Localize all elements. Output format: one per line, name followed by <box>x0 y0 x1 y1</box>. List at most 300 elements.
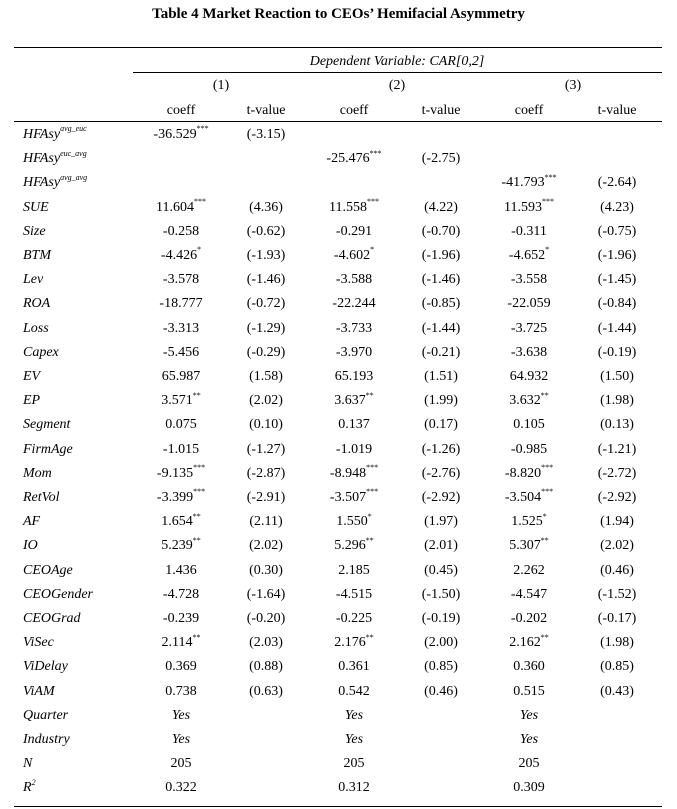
cell-value: -5.456 <box>162 344 200 360</box>
row-label-text: ViAM <box>23 683 55 699</box>
tvalue-cell <box>247 297 286 311</box>
cell-value: Yes <box>519 732 539 747</box>
tvalue-cell <box>424 636 458 650</box>
significance-stars: ** <box>540 632 549 642</box>
row-label <box>23 346 59 360</box>
cell-value: 0.542 <box>338 683 370 699</box>
col-header-tvalue: t-value <box>597 103 637 118</box>
row-label <box>23 777 36 796</box>
cell-value: -22.244 <box>332 296 376 312</box>
row-label-superscript: euc_avg <box>60 148 87 158</box>
row-label <box>23 148 87 167</box>
cell-value: (-1.45) <box>597 272 637 288</box>
row-label <box>23 733 70 747</box>
coeff-cell <box>163 273 199 287</box>
cell-value: (2.02) <box>600 538 634 554</box>
significance-stars: *** <box>544 172 557 182</box>
cell-value: 65.987 <box>161 369 201 384</box>
coeff-cell <box>508 245 550 263</box>
coeff-cell <box>160 245 202 263</box>
cell-value: 5.296 <box>334 538 366 554</box>
coeff-cell <box>520 709 538 723</box>
cell-value: 11.593 <box>504 199 542 215</box>
coeff-cell <box>165 418 197 432</box>
tvalue-cell <box>598 346 637 360</box>
cell-value: (2.02) <box>249 393 283 409</box>
coeff-cell <box>338 660 370 674</box>
cell-value: (-1.96) <box>421 248 461 263</box>
tvalue-cell <box>598 467 637 481</box>
tvalue-cell <box>600 685 634 699</box>
coeff-cell <box>336 443 372 457</box>
row-label-text: RetVol <box>23 490 60 505</box>
cell-value: 1.550 <box>336 514 368 530</box>
tvalue-cell <box>249 539 283 553</box>
coeff-cell <box>165 781 197 795</box>
cell-value: -41.793 <box>501 175 545 191</box>
tvalue-cell <box>424 515 458 529</box>
cell-value: -0.202 <box>510 611 548 626</box>
coeff-cell <box>513 564 545 578</box>
cell-value: (-0.75) <box>597 223 637 239</box>
tvalue-cell <box>598 612 637 626</box>
row-label-superscript: avg_avg <box>60 172 88 182</box>
row-label-text: Lev <box>23 272 44 288</box>
cell-value: 0.361 <box>338 659 370 675</box>
coeff-cell <box>345 733 363 747</box>
coeff-cell <box>156 463 206 481</box>
col-header-tvalue: t-value <box>246 103 286 118</box>
coeff-cell <box>165 564 197 578</box>
coeff-cell <box>165 685 197 699</box>
cell-value: -3.399 <box>156 490 194 505</box>
cell-value: (4.36) <box>249 199 283 215</box>
tvalue-cell <box>247 467 286 481</box>
cell-value: 2.114 <box>161 635 193 651</box>
cell-value: (0.85) <box>600 659 634 675</box>
tvalue-cell <box>600 201 634 215</box>
cell-value: -36.529 <box>153 127 197 142</box>
cell-value: (-0.85) <box>421 296 461 312</box>
model-header-2: (2) <box>388 78 406 93</box>
row-label-text: EP <box>23 393 41 409</box>
cell-value: 2.176 <box>334 635 366 651</box>
coeff-cell <box>513 685 545 699</box>
row-label-text: ViSec <box>23 635 54 651</box>
cell-value: (2.02) <box>249 538 283 554</box>
coeff-cell <box>333 245 375 263</box>
coeff-cell <box>156 196 206 215</box>
cell-value: (0.10) <box>249 417 283 433</box>
cell-value: (4.22) <box>424 199 458 215</box>
cell-value: -4.602 <box>333 248 371 263</box>
cell-value: (1.51) <box>424 369 458 384</box>
coeff-cell <box>336 511 372 530</box>
cell-value: (2.00) <box>424 635 458 651</box>
cell-value: (-1.29) <box>246 320 286 336</box>
tvalue-cell <box>247 128 286 142</box>
tvalue-cell <box>247 322 286 336</box>
cell-value: 0.312 <box>338 780 370 796</box>
tvalue-cell <box>598 176 637 190</box>
tvalue-cell <box>247 491 286 505</box>
tvalue-cell <box>249 201 283 215</box>
coeff-cell <box>507 297 550 311</box>
cell-value: (-0.29) <box>246 344 286 360</box>
coeff-cell <box>336 322 372 336</box>
cell-value: -0.258 <box>162 223 200 239</box>
row-label <box>23 394 40 408</box>
tvalue-cell <box>600 636 634 650</box>
tvalue-cell <box>424 394 458 408</box>
significance-stars: ** <box>192 511 201 521</box>
cell-value: -22.059 <box>507 296 551 312</box>
coeff-cell <box>153 124 209 142</box>
coeff-cell <box>329 463 379 481</box>
model-header-1: (1) <box>212 78 230 93</box>
tvalue-cell <box>600 660 634 674</box>
cell-value: -3.588 <box>335 272 373 288</box>
coeff-cell <box>163 225 199 239</box>
top-rule <box>14 47 662 48</box>
tvalue-cell <box>598 443 637 457</box>
cell-value: (0.30) <box>249 562 283 578</box>
cell-value: (1.97) <box>424 514 458 530</box>
row-label-text: N <box>23 756 33 772</box>
significance-stars: *** <box>366 196 379 206</box>
tvalue-cell <box>600 564 634 578</box>
row-label <box>23 443 73 457</box>
cell-value: Yes <box>171 732 191 747</box>
cell-value: (-2.92) <box>421 490 461 505</box>
cell-value: 3.637 <box>334 393 366 409</box>
coeff-cell <box>511 273 547 287</box>
cell-value: (-1.52) <box>597 586 637 602</box>
coeff-cell <box>511 322 547 336</box>
cell-value: (-3.15) <box>246 127 286 142</box>
tvalue-cell <box>422 612 461 626</box>
row-label <box>23 515 40 529</box>
row-label-text: R <box>23 780 32 796</box>
cell-value: (-1.50) <box>421 586 461 602</box>
coeff-cell <box>511 612 547 626</box>
cell-value: -3.578 <box>162 272 200 288</box>
cell-value: (-0.62) <box>246 223 286 239</box>
tvalue-cell <box>600 418 634 432</box>
cell-value: -0.311 <box>511 223 547 239</box>
tvalue-cell <box>422 467 461 481</box>
cell-value: -4.515 <box>335 586 373 602</box>
cell-value: (-1.44) <box>421 320 461 336</box>
cell-value: 3.571 <box>161 393 193 409</box>
cell-value: (0.88) <box>249 659 283 675</box>
row-label <box>23 636 54 650</box>
cell-value: (2.03) <box>249 635 283 651</box>
row-label <box>23 201 49 215</box>
cell-value: (-1.44) <box>597 320 637 336</box>
row-label <box>23 124 87 142</box>
coeff-cell <box>336 588 372 602</box>
row-label-text: Capex <box>23 344 59 360</box>
cell-value: (-0.84) <box>597 296 637 312</box>
tvalue-cell <box>598 322 637 336</box>
cell-value: -3.507 <box>329 490 367 505</box>
tvalue-cell <box>247 273 286 287</box>
coeff-cell <box>159 297 202 311</box>
coeff-cell <box>161 511 201 530</box>
cell-value: 0.369 <box>165 659 197 675</box>
row-label-superscript: 2 <box>31 777 36 787</box>
cell-value: (2.01) <box>424 538 458 554</box>
cell-value: -8.820 <box>504 465 542 481</box>
tvalue-cell <box>424 539 458 553</box>
cell-value: -0.291 <box>335 223 373 239</box>
coeff-cell <box>511 588 547 602</box>
row-label <box>23 172 88 191</box>
coeff-cell <box>509 535 549 554</box>
cell-value: (-1.26) <box>421 441 461 457</box>
cell-value: 5.239 <box>161 538 193 554</box>
significance-stars: * <box>370 245 375 255</box>
cell-value: (1.58) <box>249 369 283 384</box>
coeff-cell <box>336 273 372 287</box>
cell-value: (-1.46) <box>421 272 461 288</box>
cell-value: (1.98) <box>600 393 634 409</box>
row-label-superscript: avg_euc <box>60 124 87 134</box>
row-label <box>23 685 55 699</box>
row-label <box>23 297 50 311</box>
tvalue-cell <box>424 564 458 578</box>
row-label <box>23 491 60 505</box>
cell-value: 0.309 <box>513 780 545 796</box>
cell-value: -4.547 <box>510 586 548 602</box>
row-label <box>23 588 93 602</box>
cell-value: (-0.20) <box>246 611 286 626</box>
tvalue-cell <box>598 273 637 287</box>
cell-value: -1.019 <box>335 441 373 457</box>
cell-value: (-2.72) <box>597 465 637 481</box>
tvalue-cell <box>422 322 461 336</box>
cell-value: (-0.19) <box>421 611 461 626</box>
row-label-text: SUE <box>23 199 49 215</box>
row-label <box>23 370 40 384</box>
cell-value: 11.604 <box>156 199 194 215</box>
row-label <box>23 225 46 239</box>
coeff-cell <box>172 709 190 723</box>
cell-value: (1.99) <box>424 393 458 409</box>
significance-stars: ** <box>365 632 374 642</box>
row-label <box>23 660 68 674</box>
row-label-text: Loss <box>23 320 49 336</box>
coeff-cell <box>163 612 199 626</box>
coeff-cell <box>336 225 372 239</box>
significance-stars: ** <box>540 535 549 545</box>
coeff-cell <box>513 660 545 674</box>
significance-stars: ** <box>365 535 374 545</box>
cell-value: 64.932 <box>509 369 549 384</box>
coeff-cell <box>513 781 545 795</box>
coeff-cell <box>326 148 382 167</box>
tvalue-cell <box>247 249 286 263</box>
coeff-cell <box>161 632 201 651</box>
significance-stars: *** <box>193 196 206 206</box>
cell-value: -3.558 <box>510 272 548 288</box>
tvalue-cell <box>600 515 634 529</box>
cell-value: (-1.64) <box>246 586 286 602</box>
cell-value: 0.360 <box>513 659 545 675</box>
cell-value: -1.015 <box>162 441 200 457</box>
coeff-cell <box>336 612 372 626</box>
tvalue-cell <box>424 370 458 384</box>
coeff-cell <box>161 535 201 554</box>
row-label-text: HFAsy <box>23 175 61 191</box>
row-label-text: BTM <box>23 248 51 263</box>
row-label <box>23 757 32 771</box>
cell-value: (0.45) <box>424 562 458 578</box>
significance-stars: ** <box>192 632 201 642</box>
cell-value: 3.632 <box>509 393 541 409</box>
cell-value: 205 <box>518 756 540 772</box>
significance-stars: * <box>197 245 202 255</box>
tvalue-cell <box>422 273 461 287</box>
row-label <box>23 539 38 553</box>
significance-stars: ** <box>192 535 201 545</box>
row-label-text: IO <box>23 538 38 554</box>
tvalue-cell <box>422 249 461 263</box>
tvalue-cell <box>249 564 283 578</box>
cell-value: Yes <box>171 707 191 723</box>
coeff-cell <box>520 733 538 747</box>
model-header-3: (3) <box>564 78 582 93</box>
cell-value: (0.43) <box>600 683 634 699</box>
coeff-cell <box>338 685 370 699</box>
cell-value: 1.525 <box>511 514 543 530</box>
cell-value: (-2.92) <box>597 490 637 505</box>
header-rule <box>14 121 662 122</box>
coeff-cell <box>338 564 370 578</box>
significance-stars: *** <box>541 196 554 206</box>
tvalue-cell <box>247 346 286 360</box>
coeff-cell <box>163 322 199 336</box>
cell-value: 0.137 <box>338 417 370 433</box>
tvalue-cell <box>247 612 286 626</box>
cell-value: (-0.72) <box>246 296 286 312</box>
dv-rule <box>133 72 662 73</box>
coeff-cell <box>511 443 547 457</box>
tvalue-cell <box>424 685 458 699</box>
cell-value: (0.13) <box>600 417 634 433</box>
cell-value: 0.075 <box>165 417 197 433</box>
coeff-cell <box>511 346 547 360</box>
significance-stars: *** <box>366 487 379 497</box>
tvalue-cell <box>249 515 282 529</box>
cell-value: 0.322 <box>165 780 197 796</box>
tvalue-cell <box>249 685 283 699</box>
row-label <box>23 709 68 723</box>
significance-stars: * <box>545 245 550 255</box>
cell-value: (1.98) <box>600 635 634 651</box>
tvalue-cell <box>422 152 461 166</box>
cell-value: (-0.21) <box>421 344 461 360</box>
tvalue-cell <box>598 491 637 505</box>
coeff-cell <box>509 632 549 651</box>
coeff-cell <box>338 781 370 795</box>
cell-value: Yes <box>344 732 364 747</box>
significance-stars: ** <box>192 390 201 400</box>
cell-value: -18.777 <box>159 296 203 312</box>
coeff-cell <box>171 757 192 771</box>
row-label-text: HFAsy <box>23 151 61 167</box>
row-label-text: ViDelay <box>23 659 68 675</box>
tvalue-cell <box>598 297 637 311</box>
significance-stars: *** <box>193 463 206 473</box>
cell-value: 11.558 <box>329 199 367 215</box>
significance-stars: *** <box>541 463 554 473</box>
tvalue-cell <box>249 418 283 432</box>
tvalue-cell <box>249 660 283 674</box>
row-label <box>23 273 43 287</box>
row-label <box>23 418 70 432</box>
row-label <box>23 322 49 336</box>
row-label-text: FirmAge <box>23 441 73 457</box>
tvalue-cell <box>247 443 286 457</box>
cell-value: (-0.17) <box>597 611 637 626</box>
coeff-cell <box>513 418 545 432</box>
coeff-cell <box>163 588 199 602</box>
significance-stars: *** <box>196 124 209 134</box>
cell-value: (-0.70) <box>421 223 461 239</box>
row-label-text: Industry <box>23 732 70 747</box>
cell-value: -25.476 <box>326 151 370 167</box>
coeff-cell <box>165 660 197 674</box>
tvalue-cell <box>598 588 637 602</box>
cell-value: (-2.75) <box>421 151 461 167</box>
cell-value: -4.652 <box>508 248 546 263</box>
coeff-cell <box>332 297 375 311</box>
cell-value: (-1.46) <box>246 272 286 288</box>
tvalue-cell <box>247 588 286 602</box>
cell-value: -3.725 <box>510 320 548 336</box>
coeff-cell <box>504 463 554 481</box>
row-label-text: Quarter <box>23 707 69 723</box>
table-title: Table 4 Market Reaction to CEOs’ Hemifacial Asymmetry <box>152 6 525 22</box>
col-header-coeff: coeff <box>514 103 544 118</box>
bottom-rule <box>14 806 662 807</box>
tvalue-cell <box>598 249 637 263</box>
row-label-text: CEOGender <box>23 586 93 602</box>
cell-value: -3.504 <box>504 490 542 505</box>
cell-value: 65.193 <box>334 369 374 384</box>
tvalue-cell <box>424 201 458 215</box>
coeff-cell <box>344 757 365 771</box>
cell-value: (0.46) <box>424 683 458 699</box>
significance-stars: *** <box>541 487 554 497</box>
coeff-cell <box>504 196 554 215</box>
tvalue-cell <box>422 346 461 360</box>
row-label-text: CEOGrad <box>23 611 81 626</box>
cell-value: -4.728 <box>162 586 200 602</box>
cell-value: 1.436 <box>165 562 197 578</box>
tvalue-cell <box>247 225 286 239</box>
row-label <box>23 564 73 578</box>
row-label-text: Size <box>23 223 46 239</box>
coeff-cell <box>329 487 379 505</box>
tvalue-cell <box>249 636 283 650</box>
cell-value: 1.654 <box>161 514 193 530</box>
coeff-cell <box>501 172 557 191</box>
cell-value: (-1.21) <box>597 441 637 457</box>
cell-value: -0.985 <box>510 441 548 457</box>
